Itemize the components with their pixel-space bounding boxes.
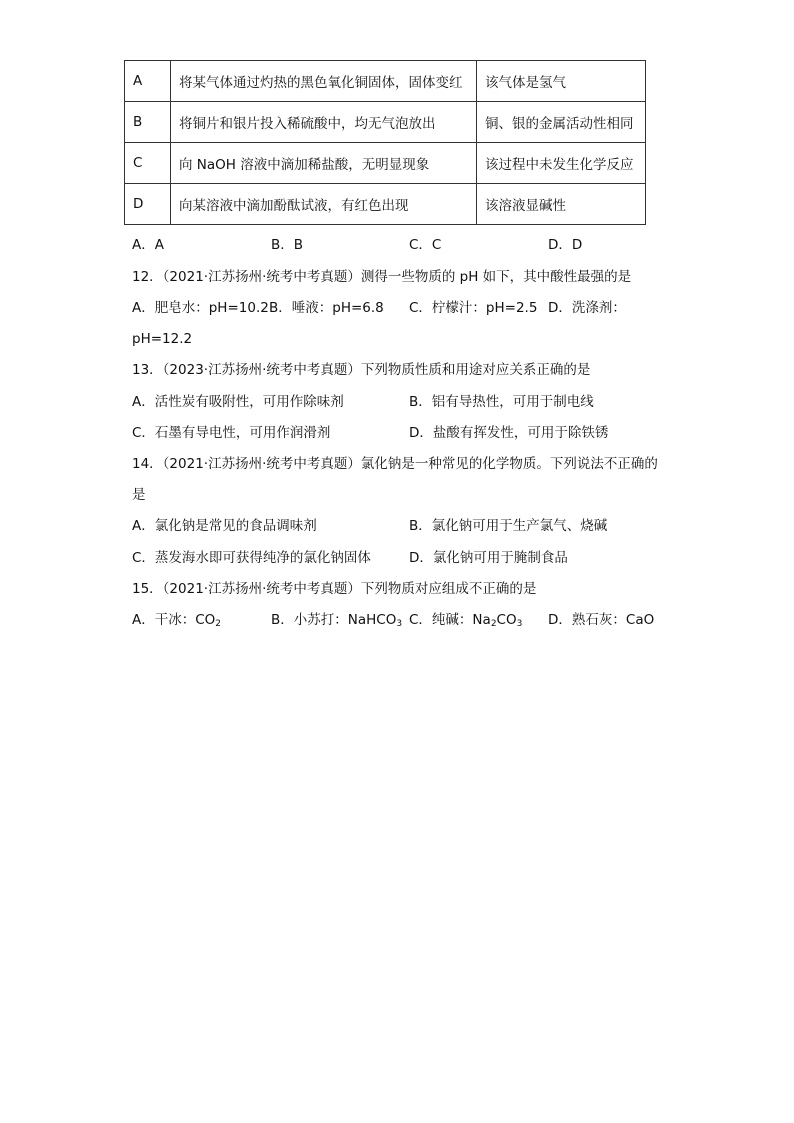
q11-option-c: C．C [409,237,442,253]
table-row [125,143,646,184]
experiment-table [124,60,646,225]
row-operation: 将铜片和银片投入稀硫酸中，均无气泡放出 [171,102,477,143]
row-letter: C [125,143,171,184]
row-operation: 向某溶液中滴加酚酞试液，有红色出现 [171,184,477,225]
q12-option-d-cont: pH=12.2 [132,331,193,347]
row-conclusion: 该过程中未发生化学反应 [477,143,646,184]
table-row [125,61,646,102]
table-row [125,102,646,143]
q12-stem: 12．（2021·江苏扬州·统考中考真题）测得一些物质的 pH 如下，其中酸性最强的是 [132,269,632,285]
q14-option-c: C．蒸发海水即可获得纯净的氯化钠固体 [132,550,371,566]
q15-stem: 15．（2021·江苏扬州·统考中考真题）下列物质对应组成不正确的是 [132,581,537,597]
row-conclusion: 该气体是氢气 [477,61,646,102]
q13-option-d: D．盐酸有挥发性，可用于除铁锈 [409,425,609,441]
q13-option-c: C．石墨有导电性，可用作润滑剂 [132,425,331,441]
q12-option-b: B．唾液：pH=6.8 [269,300,384,316]
q14-option-d: D．氯化钠可用于腌制食品 [409,550,568,566]
q12-option-a: A．肥皂水：pH=10.2 [132,300,269,316]
row-operation: 将某气体通过灼热的黑色氧化铜固体，固体变红 [171,61,477,102]
q14-stem-cont: 是 [132,487,146,503]
row-operation: 向 NaOH 溶液中滴加稀盐酸，无明显现象 [171,143,477,184]
row-conclusion: 该溶液显碱性 [477,184,646,225]
row-letter: D [125,184,171,225]
q15-option-d: D．熟石灰：CaO [548,612,655,628]
q12-option-d: D．洗涤剂： [548,300,626,316]
q11-option-a: A．A [132,237,164,253]
row-letter: A [125,61,171,102]
q11-option-d: D．D [548,237,583,253]
q11-option-b: B．B [271,237,304,253]
row-letter: B [125,102,171,143]
q14-option-b: B．氯化钠可用于生产氯气、烧碱 [409,518,608,534]
q15-option-b: B．小苏打：NaHCO$_3$ [271,612,403,629]
q13-option-a: A．活性炭有吸附性，可用作除味剂 [132,394,344,410]
row-conclusion: 铜、银的金属活动性相同 [477,102,646,143]
q12-option-c: C．柠檬汁：pH=2.5 [409,300,538,316]
q13-stem: 13．（2023·江苏扬州·统考中考真题）下列物质性质和用途对应关系正确的是 [132,362,591,378]
q15-option-a: A．干冰：$CO_2$ [132,612,222,629]
table-row [125,184,646,225]
q15-option-c: C．纯碱：$Na_2CO_3$ [409,612,523,629]
q14-stem: 14．（2021·江苏扬州·统考中考真题）氯化钠是一种常见的化学物质。下列说法不正确的 [132,456,658,472]
q14-option-a: A．氯化钠是常见的食品调味剂 [132,518,317,534]
q13-option-b: B．铝有导热性，可用于制电线 [409,394,594,410]
